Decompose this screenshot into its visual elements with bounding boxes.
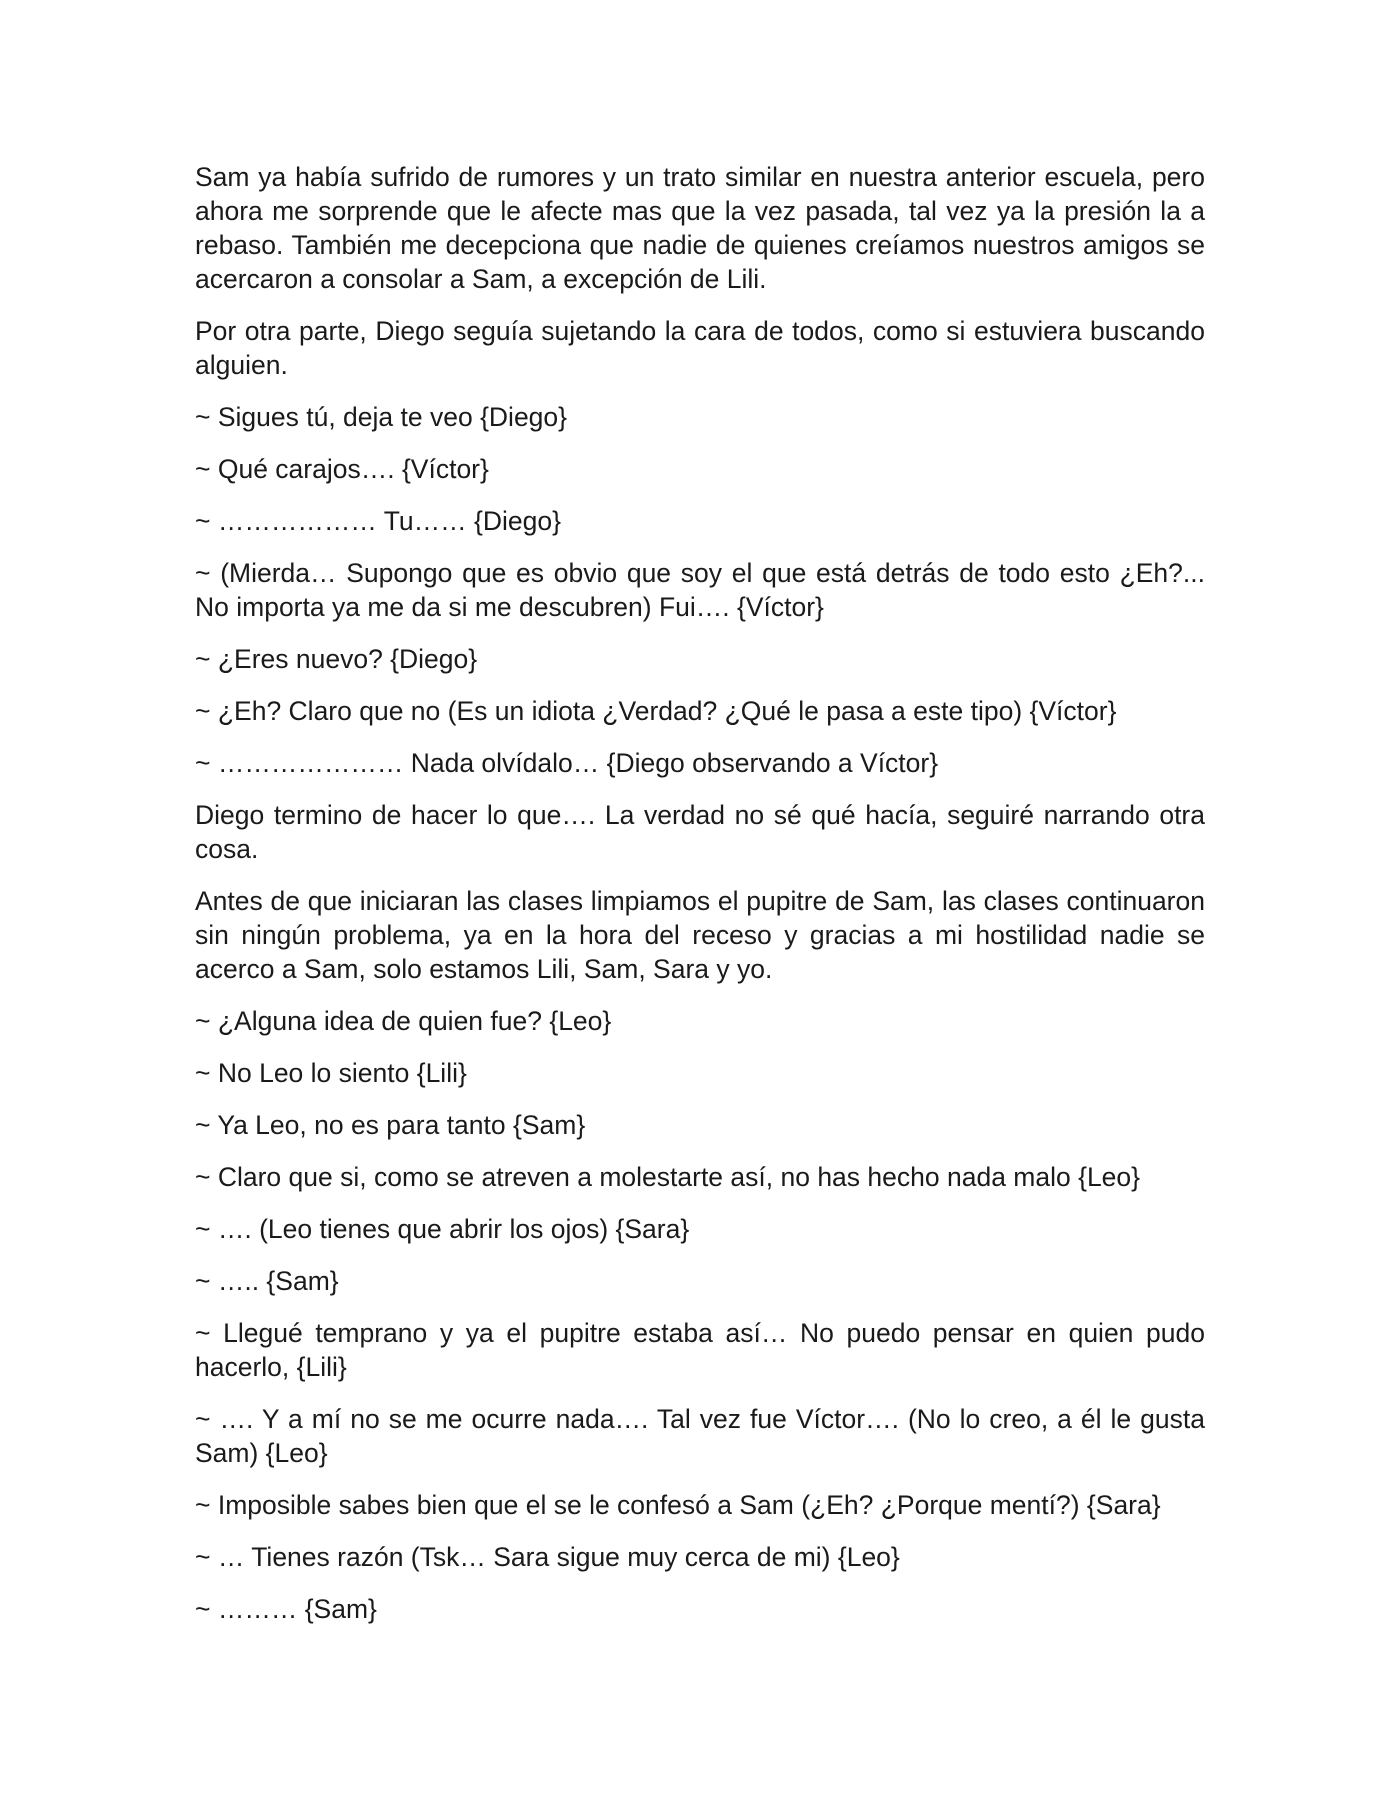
dialogue-line: ~ ¿Alguna idea de quien fue? {Leo} xyxy=(195,1006,612,1036)
dialogue-line: ~ … Tienes razón (Tsk… Sara sigue muy cerca de mi) {Leo} xyxy=(195,1542,900,1572)
narration-paragraph: Diego termino de hacer lo que…. La verdad no sé qué hacía, seguiré narrando otra cosa. xyxy=(195,800,1205,864)
dialogue-line: ~ Sigues tú, deja te veo {Diego} xyxy=(195,402,568,432)
dialogue-line: ~ Ya Leo, no es para tanto {Sam} xyxy=(195,1110,586,1140)
dialogue-line: ~ Imposible sabes bien que el se le confesó a Sam (¿Eh? ¿Porque mentí?) {Sara} xyxy=(195,1490,1161,1520)
dialogue-line: ~ …. (Leo tienes que abrir los ojos) {Sara} xyxy=(195,1214,690,1244)
dialogue-line: ~ No Leo lo siento {Lili} xyxy=(195,1058,467,1088)
dialogue-line: ~ ¿Eres nuevo? {Diego} xyxy=(195,644,478,674)
narration-paragraph: Antes de que iniciaran las clases limpiamos el pupitre de Sam, las clases continuaron sin ningún problema, ya en la hora del receso y gracias a mi hostilidad nadie se acerco a Sam, solo estamos Lili, Sam, Sara y yo. xyxy=(195,886,1205,984)
dialogue-line: ~ ……… {Sam} xyxy=(195,1594,377,1624)
narration-paragraph: Por otra parte, Diego seguía sujetando la cara de todos, como si estuviera buscando alguien. xyxy=(195,316,1205,380)
dialogue-line: ~ ¿Eh? Claro que no (Es un idiota ¿Verdad? ¿Qué le pasa a este tipo) {Víctor} xyxy=(195,696,1117,726)
dialogue-line: ~ Llegué temprano y ya el pupitre estaba así… No puedo pensar en quien pudo hacerlo, {Lili} xyxy=(195,1318,1205,1382)
dialogue-line: ~ …. Y a mí no se me ocurre nada…. Tal vez fue Víctor…. (No lo creo, a él le gusta Sam) {Leo} xyxy=(195,1404,1205,1468)
narration-paragraph: Sam ya había sufrido de rumores y un trato similar en nuestra anterior escuela, pero ahora me sorprende que le afecte mas que la vez pasada, tal vez ya la presión la a rebaso. También me decepciona que nadie de quienes creíamos nuestros amigos se acercaron a consolar a Sam, a excepción de Lili. xyxy=(195,162,1205,294)
dialogue-line: ~ ………………… Nada olvídalo… {Diego observando a Víctor} xyxy=(195,748,939,778)
dialogue-line: ~ ……………… Tu…… {Diego} xyxy=(195,506,561,536)
document-page xyxy=(195,160,1205,1644)
dialogue-line: ~ ….. {Sam} xyxy=(195,1266,339,1296)
dialogue-line: ~ Claro que si, como se atreven a molestarte así, no has hecho nada malo {Leo} xyxy=(195,1162,1141,1192)
dialogue-line: ~ Qué carajos…. {Víctor} xyxy=(195,454,489,484)
dialogue-line: ~ (Mierda… Supongo que es obvio que soy el que está detrás de todo esto ¿Eh?... No importa ya me da si me descubren) Fui…. {Víctor} xyxy=(195,558,1205,622)
